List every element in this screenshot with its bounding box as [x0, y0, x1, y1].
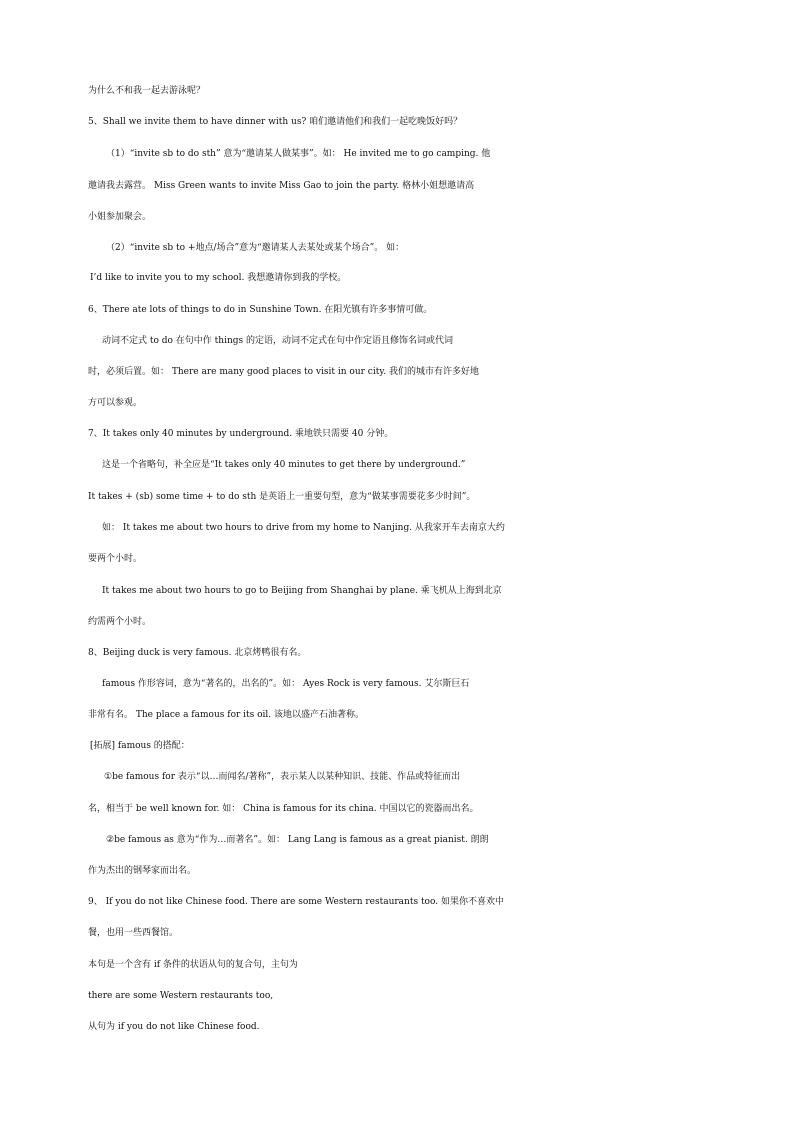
text-line: 作为杰出的钢琴家而出名。 [88, 866, 197, 876]
text-line: 7、It takes only 40 minutes by underground. 乘地铁只需要 40 分钟。 [88, 429, 394, 439]
text-line: 非常有名。 The place a famous for its oil. 该地以盛产石油著称。 [88, 710, 365, 720]
text-line: 动词不定式 to do 在句中作 things 的定语，动词不定式在句中作定语且修饰名词或代词 [102, 336, 453, 346]
text-line: 从句为 if you do not like Chinese food. [88, 1022, 260, 1032]
text-line: 为什么不和我一起去游泳呢？ [88, 86, 206, 96]
text-line: 5、Shall we invite them to have dinner with us? 咱们邀请他们和我们一起吃晚饭好吗？ [88, 117, 463, 127]
text-line: [拓展] famous 的搭配： [90, 741, 190, 751]
text-line: 6、There ate lots of things to do in Sunshine Town. 在阳光镇有许多事情可做。 [88, 305, 433, 315]
text-line: 8、Beijing duck is very famous. 北京烤鸭很有名。 [88, 648, 307, 658]
text-line: It takes + (sb) some time + to do sth 是英语上一重要句型，意为“做某事需要花多少时间”。 [88, 492, 476, 502]
text-line: 邀请我去露营。 Miss Green wants to invite Miss Gao to join the party. 格林小姐想邀请高 [88, 181, 475, 191]
text-line: there are some Western restaurants too, [88, 991, 274, 1001]
text-line: （1）“invite sb to do sth” 意为“邀请某人做某事”。如： He invited me to go camping. 他 [106, 149, 491, 159]
text-line: 名，相当于 be well known for. 如： China is famous for its china. 中国以它的瓷器而出名。 [88, 804, 479, 814]
text-line: 餐，也用一些西餐馆。 [88, 928, 179, 938]
text-line: 时，必须后置。如： There are many good places to visit in our city. 我们的城市有许多好地 [88, 367, 479, 377]
text-line: famous 作形容词，意为“著名的，出名的”。如： Ayes Rock is very famous. 艾尔斯巨石 [102, 679, 470, 689]
text-line: ②be famous as 意为“作为…而著名”。如： Lang Lang is famous as a great pianist. 朗朗 [106, 835, 489, 845]
text-line: It takes me about two hours to go to Beijing from Shanghai by plane. 乘飞机从上海到北京 [102, 586, 502, 596]
text-line: 要两个小时。 [88, 554, 143, 564]
text-line: 9、 If you do not like Chinese food. There are some Western restaurants too. 如果你不喜欢中 [88, 897, 504, 907]
text-line: 如： It takes me about two hours to drive from my home to Nanjing. 从我家开车去南京大约 [102, 523, 505, 533]
text-line: ①be famous for 表示“以…而闻名/著称”，表示某人以某种知识、技能、作品或特征而出 [104, 772, 461, 782]
text-line: 这是一个省略句，补全应是“It takes only 40 minutes to get there by underground.” [102, 460, 466, 470]
text-line: I’d like to invite you to my school. 我想邀请你到我的学校。 [90, 273, 347, 283]
text-line: 小姐参加聚会。 [88, 212, 152, 222]
text-line: （2）“invite sb to +地点/场合”意为“邀请某人去某处或某个场合”。 如： [106, 243, 405, 253]
text-line: 约需两个小时。 [88, 617, 152, 627]
text-line: 本句是一个含有 if 条件的状语从句的复合句，主句为 [88, 960, 298, 970]
text-line: 方可以参观。 [88, 398, 143, 408]
